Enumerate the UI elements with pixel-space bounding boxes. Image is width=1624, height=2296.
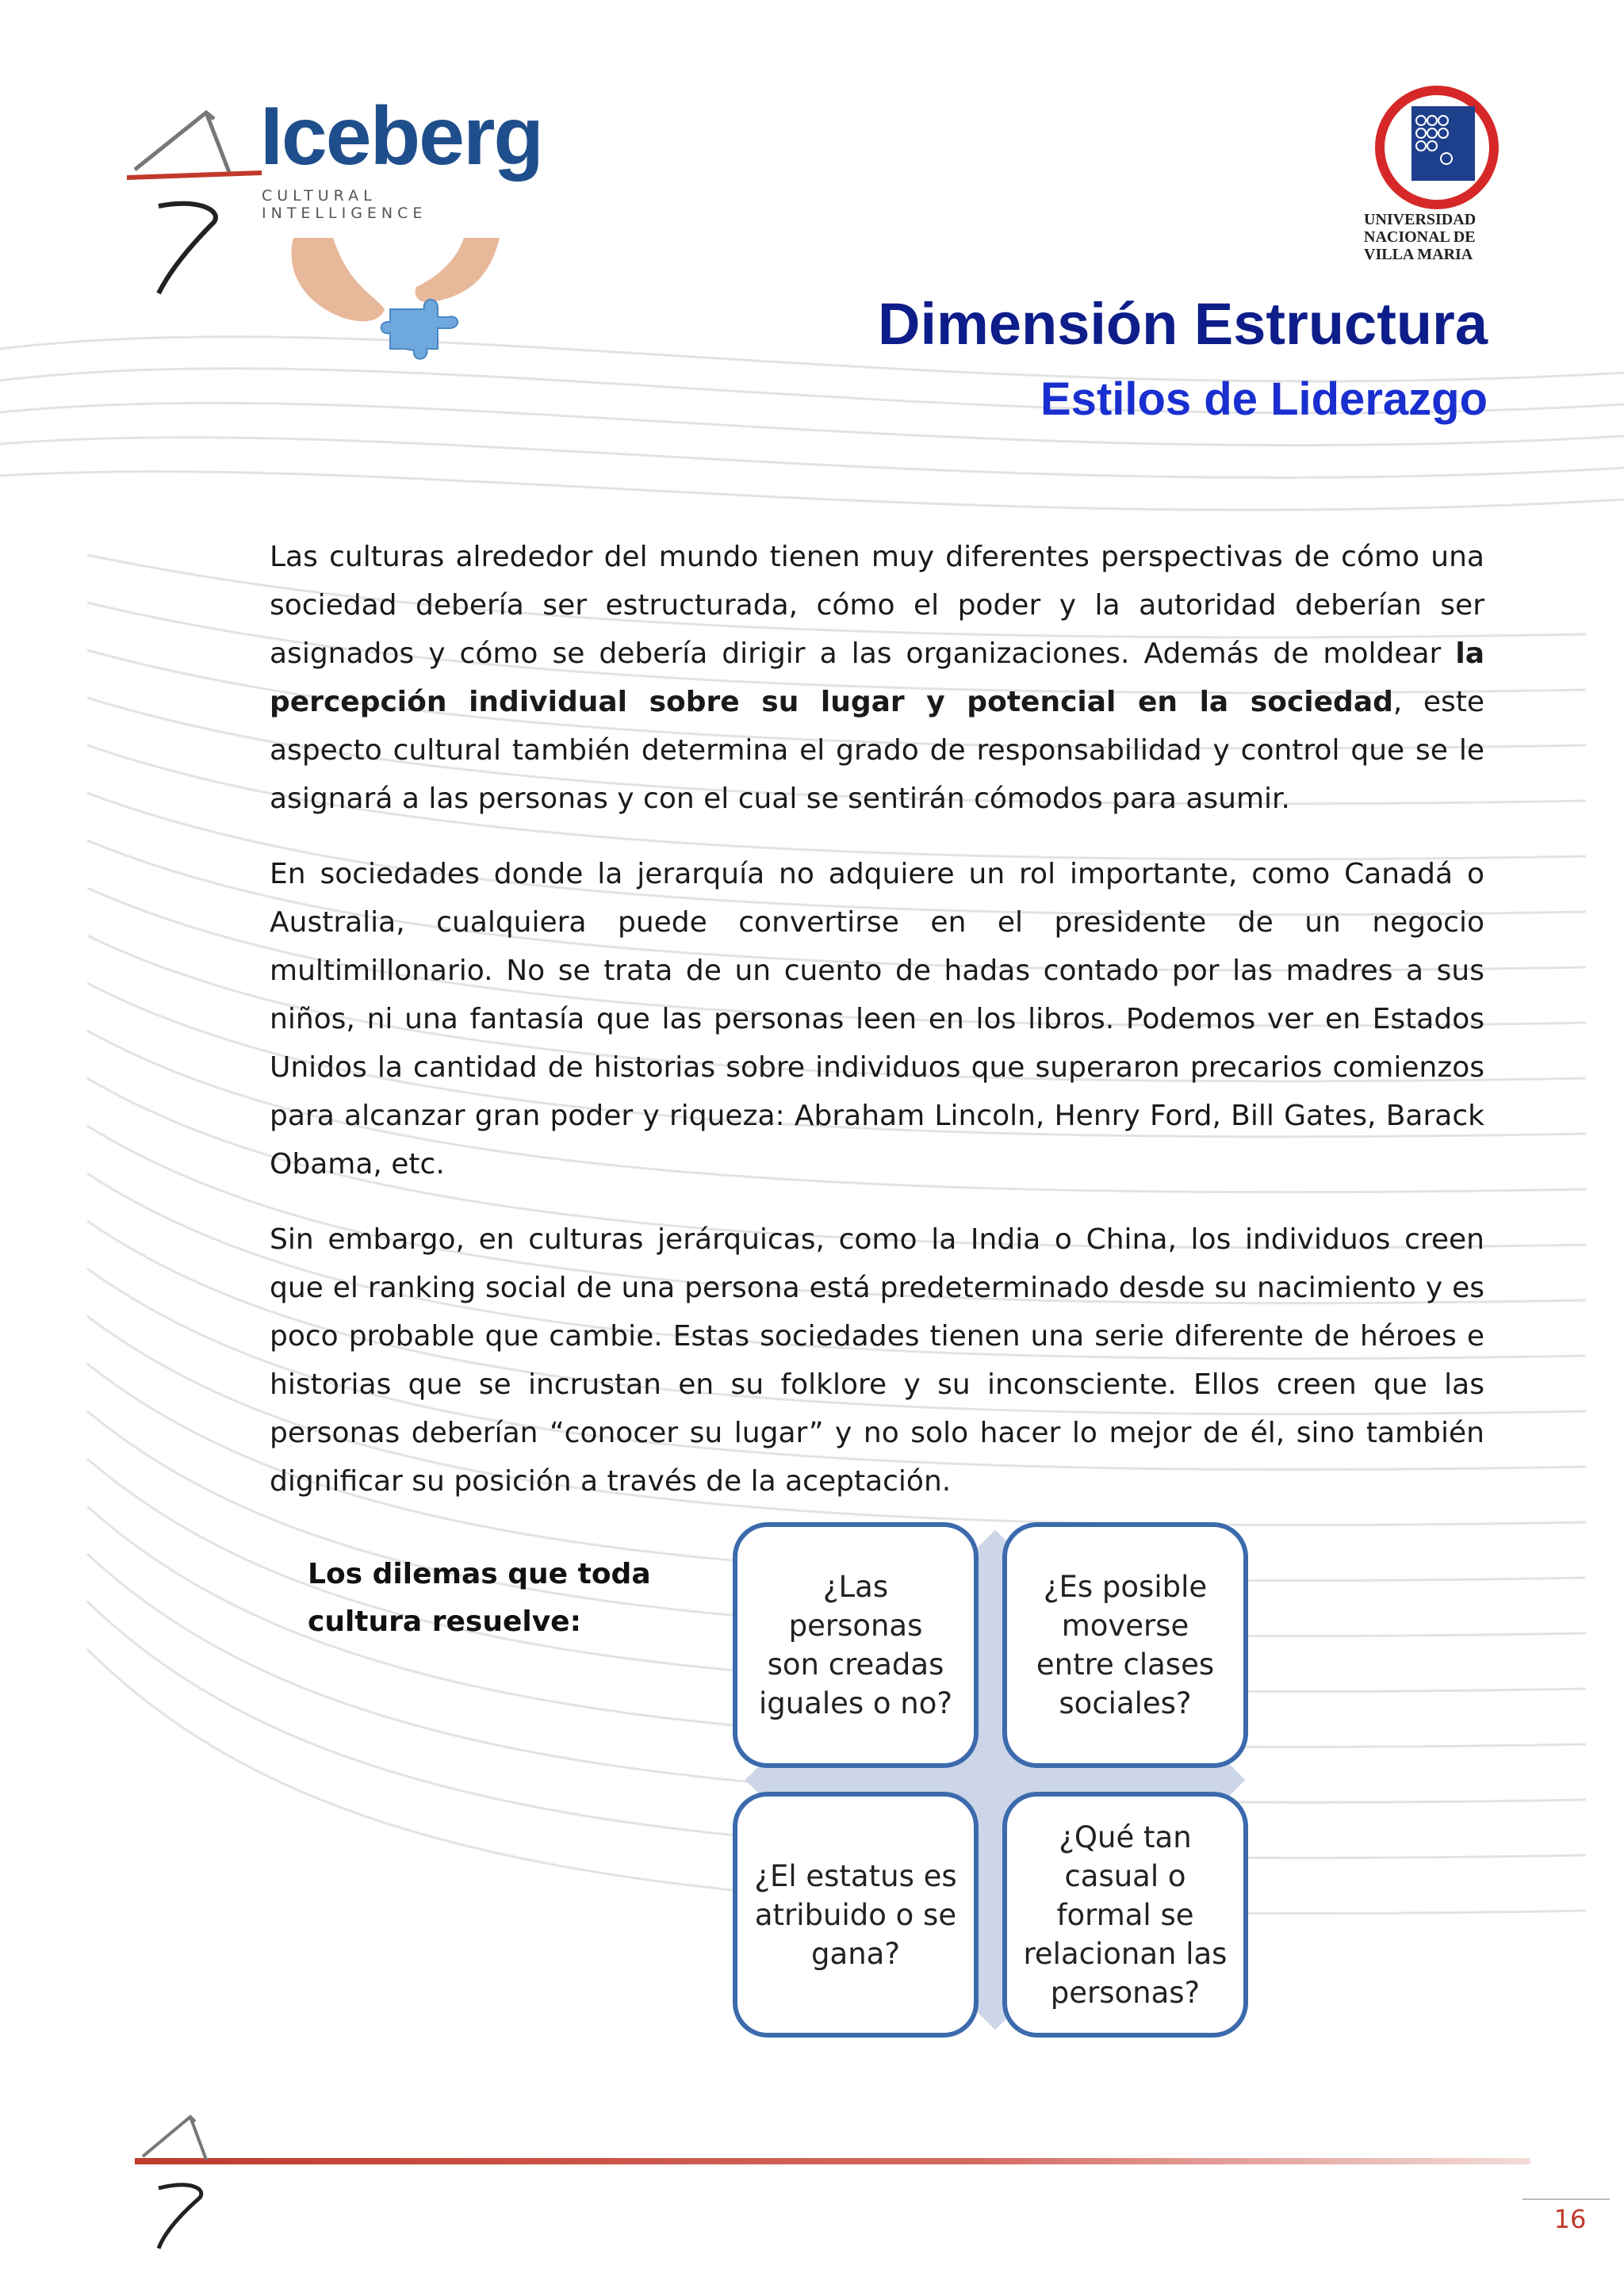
university-logo bbox=[1364, 79, 1507, 270]
footer-iceberg-mark bbox=[127, 2109, 238, 2252]
page-title: Dimensión Estructura bbox=[878, 291, 1488, 357]
page-number: 16 bbox=[1553, 2204, 1587, 2234]
puzzle-piece-icon bbox=[285, 238, 508, 396]
iceberg-mark-icon bbox=[127, 2109, 238, 2252]
paragraph-3: Sin embargo, en culturas jerárquicas, como la India o China, los individuos creen que el ranking social de una persona está predeterminado desde su nacimiento y es poco probable que cambie. Estas sociedades tienen una serie diferente de héroes e historias que se incrustan en su folklore y su inconsciente. Ellos creen que las personas deberían “conocer su lugar” y no solo hacer lo mejor de él, sino también dignificar su posición a través de la aceptación. bbox=[270, 1223, 1484, 1498]
footer-divider-line bbox=[135, 2158, 1530, 2164]
body-content bbox=[270, 533, 1484, 1533]
dilemma-box-status: ¿El estatus es atribuido o se gana? bbox=[733, 1792, 979, 2038]
iceberg-mark-icon bbox=[127, 95, 270, 301]
dilemma-box-formality: ¿Qué tan casual o formal se relacionan las personas? bbox=[1002, 1792, 1248, 2038]
dilemma-box-equality: ¿Las personas son creadas iguales o no? bbox=[733, 1522, 979, 1768]
dilemma-box-mobility: ¿Es posible moverse entre clases sociales? bbox=[1002, 1522, 1248, 1768]
hands-puzzle-illustration bbox=[285, 238, 508, 396]
page-subtitle: Estilos de Liderazgo bbox=[1040, 373, 1488, 425]
university-name: UNIVERSIDAD NACIONAL DE VILLA MARIA bbox=[1364, 211, 1477, 263]
paragraph-2: En sociedades donde la jerarquía no adquiere un rol importante, como Canadá o Australia, cualquiera puede convertirse en el presidente de un negocio multimillonario. No se trata de un cuento de hadas contado por las madres a sus niños, ni una fantasía que las personas leen en los libros. Podemos ver en Estados Unidos la cantidad de historias sobre individuos que superaron precarios comienzos para alcanzar gran poder y riqueza: Abraham Lincoln, Henry Ford, Bill Gates, Barack Obama, etc. bbox=[270, 858, 1484, 1181]
page-number-rule bbox=[1522, 2198, 1610, 2200]
dilemmas-diagram bbox=[674, 1459, 1316, 2101]
dilemmas-label: Los dilemas que toda cultura resuelve: bbox=[308, 1558, 651, 1638]
university-seal-icon bbox=[1364, 79, 1507, 214]
logo-tagline: CULTURAL INTELLIGENCE bbox=[262, 187, 427, 222]
paragraph-1: Las culturas alrededor del mundo tienen muy diferentes perspectivas de cómo una sociedad debería ser estructurada, cómo el poder y la autoridad deberían ser asignados y cómo se debería dirigir a las organizaciones. Además de moldear la percepción individual sobre su lugar y potencial en la sociedad, este aspecto cultural también determina el grado de responsabilidad y control que se le asignará a las personas y con el cual se sentirán cómodos para asumir. bbox=[270, 541, 1484, 815]
logo-wordmark: Iceberg bbox=[260, 90, 542, 182]
emphasis-text: la percepción individual sobre su lugar y potencial en la sociedad bbox=[270, 637, 1484, 718]
